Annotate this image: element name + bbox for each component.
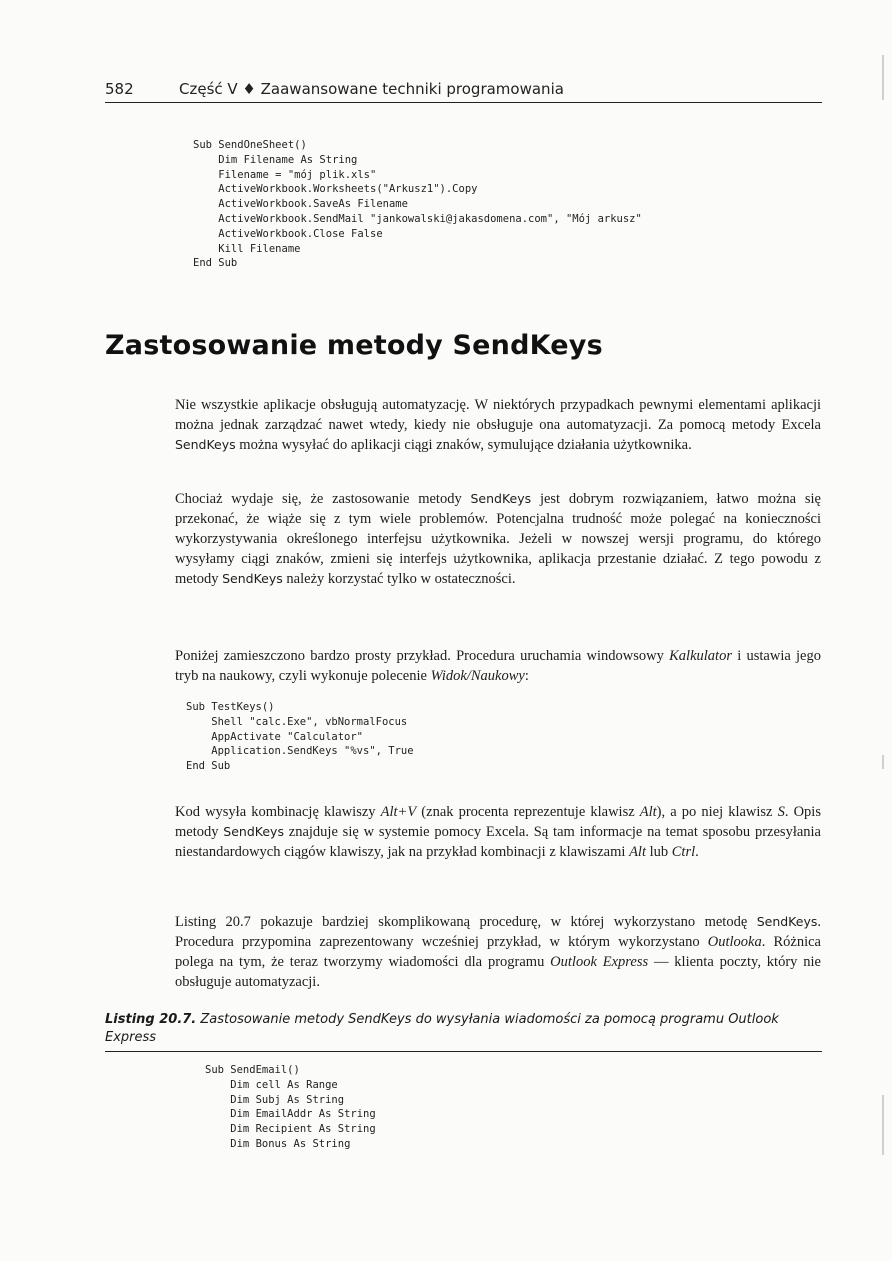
running-title: Część V ♦ Zaawansowane techniki programowania <box>179 80 564 98</box>
code-line: Dim Bonus As String <box>205 1137 351 1150</box>
paragraph-3 <box>175 646 821 686</box>
text-run: należy korzystać tylko w ostateczności. <box>282 571 516 587</box>
italic-term: Outlook Express <box>550 954 649 970</box>
code-term: SendKeys <box>756 914 818 929</box>
code-line: Dim EmailAddr As String <box>205 1108 376 1121</box>
code-term: SendKeys <box>175 437 236 452</box>
text-run: lub <box>645 844 672 860</box>
code-line: Dim Recipient As String <box>205 1123 376 1136</box>
page-number: 582 <box>105 80 134 98</box>
scan-mark <box>882 1095 884 1155</box>
text-run: . <box>695 844 699 860</box>
section-title: Zastosowanie metody SendKeys <box>105 330 603 361</box>
page-header <box>105 78 822 103</box>
italic-term: Alt <box>639 804 657 820</box>
code-block-send-email <box>205 1063 376 1152</box>
text-run: . Procedura przypomina zaprezentowany wcześniej przykład, w którym wykorzystano <box>175 914 821 950</box>
text-run: można wysyłać do aplikacji ciągi znaków, symulujące działania użytkownika. <box>235 437 692 453</box>
italic-term: Alt+V <box>380 804 417 820</box>
text-run: znajduje się w systemie pomocy Excela. Są tam informacje na temat sposobu przesyłania niestandardowych ciągów klawiszy, jak na przykład kombinacji z klawiszami <box>175 824 821 860</box>
paragraph-2 <box>175 489 821 589</box>
text-run: (znak procenta reprezentuje klawisz <box>416 804 640 820</box>
text-run: Kod wysyła kombinację klawiszy <box>175 804 381 820</box>
italic-term: Outlooka <box>707 934 762 950</box>
code-term: SendKeys <box>222 571 283 586</box>
scan-mark <box>882 55 884 100</box>
code-line: ActiveWorkbook.SaveAs Filename <box>193 198 408 211</box>
text-run: i ustawia jego tryb na naukowy, czyli wykonuje polecenie <box>175 648 821 684</box>
code-line: Sub TestKeys() <box>186 701 275 713</box>
code-line: Sub SendOneSheet() <box>193 139 307 151</box>
scan-mark <box>882 755 884 769</box>
paragraph-1 <box>175 395 821 455</box>
code-line: ActiveWorkbook.SendMail "jankowalski@jakasdomena.com", "Mój arkusz" <box>193 212 642 225</box>
text-run: . Różnica polega na tym, że teraz tworzymy wiadomości dla programu <box>175 934 821 970</box>
italic-term: Widok/Naukowy <box>430 668 525 684</box>
code-term: SendKeys <box>223 824 284 839</box>
code-block-send-one-sheet <box>193 138 642 271</box>
code-line: Sub SendEmail() <box>205 1064 300 1076</box>
italic-term: S <box>777 804 785 820</box>
paragraph-5 <box>175 912 821 992</box>
code-line: ActiveWorkbook.Worksheets("Arkusz1").Copy <box>193 183 478 196</box>
code-line: Dim cell As Range <box>205 1078 338 1091</box>
code-line: Dim Subj As String <box>205 1093 345 1106</box>
text-run: jest dobrym rozwiązaniem, łatwo można się przekonać, że wiąże się z tym wiele problemów. Potencjalna trudność może polegać na konieczności wykorzystywania określonego interfejsu użytkownika. Jeżeli w nowszej wersji programu, do którego wysyłamy ciągi znaków, zmieni się interfejs użytkownika, aplikacja przestanie działać. Z tego powodu z metody <box>175 491 821 587</box>
listing-caption <box>105 1011 822 1052</box>
listing-label: Listing 20.7. <box>105 1012 197 1027</box>
code-line: Dim Filename As String <box>193 153 358 166</box>
code-block-test-keys <box>186 700 414 774</box>
italic-term: Alt <box>629 844 646 860</box>
scan-edge-marks <box>872 0 892 1261</box>
text-run: Chociaż wydaje się, że zastosowanie metody <box>175 491 471 507</box>
text-run: — klienta poczty, który nie obsługuje automatyzacji. <box>175 954 821 990</box>
italic-term: Kalkulator <box>669 648 732 664</box>
code-line: End Sub <box>193 257 238 270</box>
code-line: Filename = "mój plik.xls" <box>193 168 377 181</box>
text-run: Poniżej zamieszczono bardzo prosty przykład. Procedura uruchamia windowsowy <box>175 648 670 664</box>
listing-text: Zastosowanie metody SendKeys do wysyłania wiadomości za pomocą programu Outlook Express <box>105 1012 779 1045</box>
code-term: SendKeys <box>470 491 532 506</box>
text-run: . Opis metody <box>175 804 821 840</box>
text-run: Listing 20.7 pokazuje bardziej skomplikowaną procedurę, w której wykorzystano metodę <box>175 914 757 930</box>
text-run: : <box>524 668 529 684</box>
code-line: End Sub <box>186 760 231 773</box>
code-line: ActiveWorkbook.Close False <box>193 227 383 240</box>
italic-term: Ctrl <box>671 844 696 860</box>
code-line: AppActivate "Calculator" <box>186 730 364 743</box>
code-line: Application.SendKeys "%vs", True <box>186 745 414 758</box>
text-run: ), a po niej klawisz <box>656 804 778 820</box>
paragraph-4 <box>175 802 821 862</box>
text-run: Nie wszystkie aplikacje obsługują automatyzację. W niektórych przypadkach pewnymi elementami aplikacji można jednak zarządzać nawet wtedy, kiedy nie obsługuje ona automatyzacji. Za pomocą metody Excela <box>175 397 821 433</box>
code-line: Kill Filename <box>193 242 301 255</box>
code-line: Shell "calc.Exe", vbNormalFocus <box>186 715 408 728</box>
